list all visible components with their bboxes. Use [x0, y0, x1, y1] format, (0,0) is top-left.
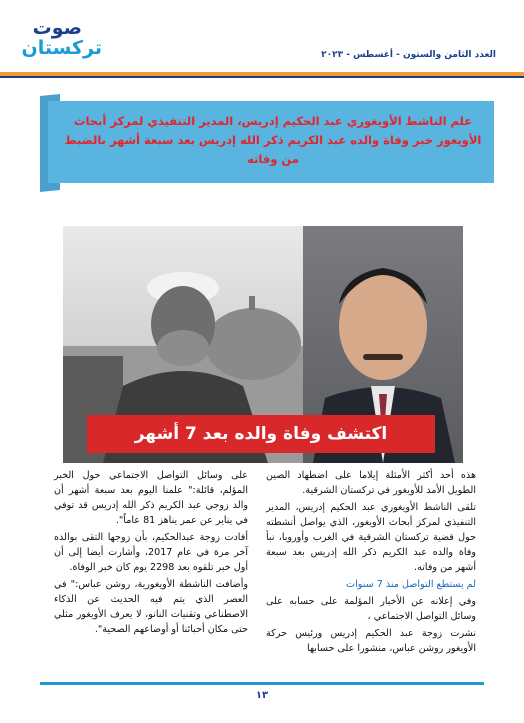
paragraph: وأضافت الناشطة الأويغورية، روشن عباس:" في العصر الذي يتم فيه الحديث عن الذكاء الاصطناعي وتقنيات النانو، لا يعرف الأويغور مثلي حتى مكان أحبائنا أو أوضاعهم الصحية". [54, 579, 248, 635]
photo-caption: اكتشف وفاة والده بعد 7 أشهر [134, 424, 388, 444]
article-column-right [266, 468, 476, 658]
page-number: ١٣ [255, 690, 269, 701]
magazine-logo [22, 16, 108, 68]
headline: علم الناشط الأويغوري عبد الحكيم إدريس، المدير التنفيذي لمركز أبحاث الأويغور خبر وفاة والده عبد الكريم ذكر الله إدريس بعد سبعة أشهر بالضبط من وفاته [64, 114, 482, 166]
section-subheading: لم يستطع التواصل منذ 7 سنوات [346, 579, 476, 590]
issue-info: العدد الثامن والستون - أغسطس - ٢٠٢٣ [321, 50, 496, 60]
logo-bottom-text: تركستان [21, 37, 102, 59]
paragraph: تلقى الناشط الأويغوري عبد الحكيم إدريس، المدير التنفيذي لمركز أبحاث الأويغور، الذي يواصل أنشطته حول قضية تركستان الشرقية في الغرب وأوروبا، نبأ وفاة والده عبد الكريم ذكر الله إدريس بعد سبعة أشهر من وفاته. [266, 502, 476, 573]
header-divider-blue [0, 76, 524, 78]
footer-divider [40, 682, 484, 685]
paragraph: هذه أحد أكثر الأمثلة إيلاما على اضطهاد الصين الطويل الأمد للأويغور في تركستان الشرقية. [266, 470, 476, 496]
paragraph: أفادت زوجة عبدالحكيم، بأن زوجها التقى بوالده آخر مرة في عام 2017، وأشارت أيضا إلى أن أول خبر تلقوه بعد 2298 يوم كان خبر الوفاة. [54, 532, 249, 573]
article-column-left [54, 468, 248, 639]
paragraph: نشرت زوجة عبد الحكيم إدريس ورئيس حركة الأويغور روشن عباس، منشورا على حسابها [266, 628, 476, 654]
paragraph: على وسائل التواصل الاجتماعي حول الخبر المؤلم، قائلة:" علمنا اليوم بعد سبعة أشهر أن والد زوجي عبد الكريم ذكر الله إدريس قد توفي في يناير عن عمر يناهز 81 عاماً". [54, 470, 248, 526]
paragraph: وفي إعلانه عن الأخبار المؤلمة على حسابه على وسائل التواصل الاجتماعي ، [266, 596, 476, 622]
logo-top-text: صوت [32, 17, 82, 39]
